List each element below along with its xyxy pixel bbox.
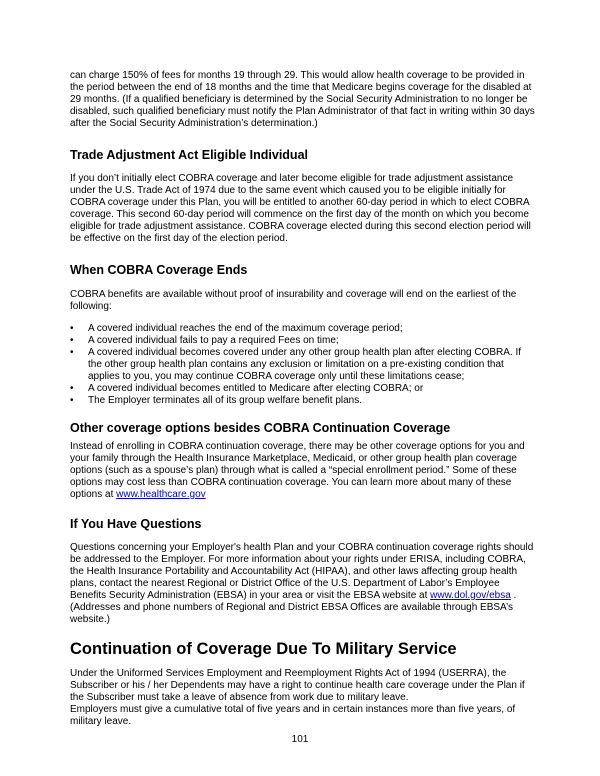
page-number: 101 <box>291 734 309 745</box>
bullet-icon: • <box>70 383 74 394</box>
military-paragraph-2: Employers must give a cumulative total of five years and in certain instances more than five years, of military leave. <box>70 704 516 727</box>
bullet-icon: • <box>70 335 74 346</box>
list-item <box>70 323 536 335</box>
list-item-text: A covered individual becomes covered under any other group health plan after electing COBRA. If the other group health plan contains any exclusion or limitation on a pre-existing condition that applies to you, you may continue COBRA coverage only until these limitations cease; <box>88 347 522 382</box>
document-page <box>70 70 536 728</box>
healthcare-gov-link[interactable]: www.healthcare.gov <box>116 489 206 500</box>
questions-heading: If You Have Questions <box>70 517 202 531</box>
trade-adjustment-paragraph: If you don’t initially elect COBRA coverage and later become eligible for trade adjustment assistance under the U.S. Trade Act of 1974 due to the same event which caused you to be eligible initially for COBRA coverage under this Plan, you will be entitled to another 60-day period in which to elect COBRA coverage. This second 60-day period will commence on the first day of the month on which you become eligible for trade adjustment assistance. COBRA coverage elected during this second election period will be effective on the first day of the election period. <box>70 173 531 244</box>
list-item <box>70 347 536 383</box>
other-options-text: Instead of enrolling in COBRA continuation coverage, there may be other coverage options for you and your family through the Health Insurance Marketplace, Medicaid, or other group health plan coverage options (such as a spouse’s plan) through what is called a “special enrollment period.” Some of these options may cost less than COBRA continuation coverage. You can learn more about many of these options at <box>70 441 525 500</box>
questions-text-after: . (Addresses and phone numbers of Regional and District EBSA Offices are available through EBSA’s website.) <box>70 590 517 625</box>
other-options-paragraph <box>70 441 536 501</box>
bullet-icon: • <box>70 347 74 358</box>
bullet-icon: • <box>70 395 74 406</box>
list-item-text: The Employer terminates all of its group welfare benefit plans. <box>88 395 363 406</box>
list-item <box>70 383 536 395</box>
continued-paragraph: can charge 150% of fees for months 19 through 29. This would allow health coverage to be provided in the period between the end of 18 months and the time that Medicare begins coverage for the disabled at 29 months. (If a qualified beneficiary is determined by the Social Security Administration to no longer be disabled, such qualified beneficiary must notify the Plan Administrator of that fact in writing within 30 days after the Social Security Administration’s determination.) <box>70 70 535 129</box>
dol-ebsa-link[interactable]: www.dol.gov/ebsa <box>430 590 511 601</box>
list-item-text: A covered individual fails to pay a required Fees on time; <box>88 335 339 346</box>
coverage-ends-heading: When COBRA Coverage Ends <box>70 263 248 277</box>
list-item <box>70 395 536 407</box>
questions-paragraph <box>70 542 536 626</box>
trade-adjustment-heading: Trade Adjustment Act Eligible Individual <box>70 148 308 162</box>
military-heading: Continuation of Coverage Due To Military Service <box>70 640 457 658</box>
list-item-text: A covered individual reaches the end of the maximum coverage period; <box>88 323 403 334</box>
other-options-heading: Other coverage options besides COBRA Continuation Coverage <box>70 421 451 435</box>
military-paragraph-1: Under the Uniformed Services Employment and Reemployment Rights Act of 1994 (USERRA), the Subscriber or his / her Dependents may have a right to continue health care coverage under the Plan if the Subscriber must take a leave of absence from work due to military leave. <box>70 668 525 703</box>
coverage-ends-intro: COBRA benefits are available without proof of insurability and coverage will end on the earliest of the following: <box>70 289 517 312</box>
bullet-icon: • <box>70 323 74 334</box>
list-item-text: A covered individual becomes entitled to Medicare after electing COBRA; or <box>88 383 424 394</box>
coverage-ends-list <box>70 323 536 407</box>
list-item <box>70 335 536 347</box>
questions-text-before: Questions concerning your Employer's health Plan and your COBRA continuation coverage rights should be addressed to the Employer. For more information about your rights under ERISA, including COBRA, the Health Insurance Portability and Accountability Act (HIPAA), and other laws affecting group health plans, contact the nearest Regional or District Office of the U.S. Department of Labor’s Employee Benefits Security Administration (EBSA) in your area or visit the EBSA website at <box>70 542 534 601</box>
